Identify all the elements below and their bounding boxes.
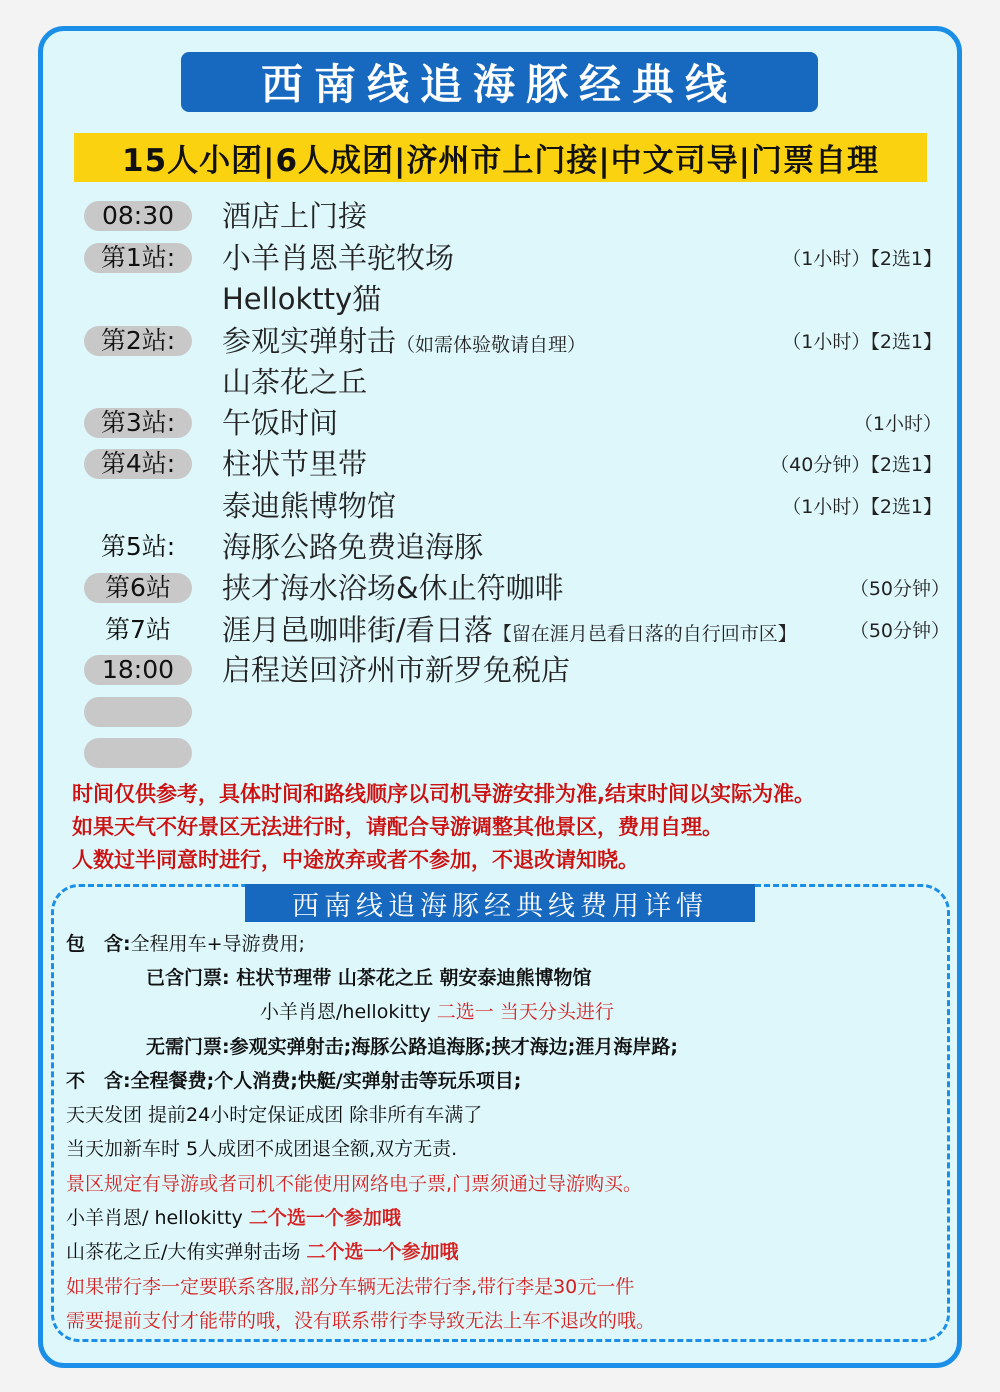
place-name: Helloktty猫 [222, 282, 382, 316]
choice-line: 山茶花之丘/大侑实弹射击场 二个选一个参加哦 [66, 1241, 459, 1263]
place-note: （如需体验敬请自理） [396, 334, 587, 356]
place-name: 海豚公路免费追海豚 [222, 530, 484, 564]
new-car-line: 当天加新车时 5人成团不成团退全额,双方无责. [66, 1138, 458, 1160]
notes-section [72, 778, 972, 877]
stop-badge: 第3站: [84, 408, 192, 438]
luggage-line: 需要提前支付才能带的哦，没有联系带行李导致无法上车不退改的哦。 [66, 1310, 656, 1332]
duration-label: （40分钟）【2选1】 [770, 454, 942, 476]
time-badge: 18:00 [84, 655, 192, 685]
place-name: 启程送回济州市新罗免税店 [222, 653, 571, 687]
stop-badge: 第1站: [84, 243, 192, 273]
note-line: 人数过半同意时进行，中途放弃或者不参加，不退改请知晓。 [72, 848, 639, 872]
tour-tags: 15人小团|6人成团|济州市上门接|中文司导|门票自理 [74, 133, 927, 182]
itinerary-row [0, 735, 1000, 775]
place-name: 参观实弹射击（如需体验敬请自理） [222, 324, 587, 358]
place-name: 涯月邑咖啡街/看日落【留在涯月邑看日落的自行回市区】 [222, 613, 797, 647]
itinerary-row [0, 405, 1000, 445]
place-name: 柱状节里带 [222, 447, 368, 481]
include-line: 包 含:全程用车+导游费用; [66, 933, 305, 955]
page-title: 西南线追海豚经典线 [181, 52, 818, 112]
tickets-line-2: 小羊肖恩/hellokitty 二选一 当天分头进行 [260, 1001, 614, 1023]
itinerary-row [0, 446, 1000, 486]
exclude-line: 不 含:全程餐费;个人消费;快艇/实弹射击等玩乐项目; [66, 1070, 522, 1092]
empty-badge [84, 697, 192, 727]
duration-label: （1小时）【2选1】 [782, 331, 942, 353]
free-tickets-line: 无需门票:参观实弹射击;海豚公路追海豚;挟才海边;涯月海岸路; [146, 1036, 679, 1058]
place-name: 山茶花之丘 [222, 365, 368, 399]
itinerary-row [0, 488, 1000, 528]
luggage-line: 如果带行李一定要联系客服,部分车辆无法带行李,带行李是30元一件 [66, 1276, 635, 1298]
itinerary-row [0, 281, 1000, 321]
duration-label: （50分钟） [849, 620, 950, 642]
fee-title: 西南线追海豚经典线费用详情 [245, 884, 755, 922]
place-name: 泰迪熊博物馆 [222, 489, 397, 523]
itinerary-row [0, 529, 1000, 569]
note-line: 如果天气不好景区无法进行时，请配合导游调整其他景区，费用自理。 [72, 815, 723, 839]
itinerary-row [0, 612, 1000, 652]
itinerary-row [0, 323, 1000, 363]
daily-departure-line: 天天发团 提前24小时定保证成团 除非所有车满了 [66, 1104, 483, 1126]
stop-badge: 第5站: [100, 532, 176, 561]
itinerary-row [0, 240, 1000, 280]
itinerary-row [0, 652, 1000, 692]
tickets-line: 已含门票: 柱状节理带 山茶花之丘 朝安泰迪熊博物馆 [146, 967, 592, 989]
duration-label: （1小时） [853, 413, 942, 435]
duration-label: （50分钟） [849, 578, 950, 600]
place-name: 挟才海水浴场&休止符咖啡 [222, 571, 564, 605]
time-badge: 08:30 [84, 201, 192, 231]
note-line: 时间仅供参考，具体时间和路线顺序以司机导游安排为准,结束时间以实际为准。 [72, 782, 815, 806]
duration-label: （1小时）【2选1】 [782, 496, 942, 518]
stop-badge: 第4站: [84, 449, 192, 479]
place-name: 酒店上门接 [222, 199, 368, 233]
ticket-rule-line: 景区规定有导游或者司机不能使用网络电子票,门票须通过导游购买。 [66, 1173, 643, 1195]
itinerary-row [0, 198, 1000, 238]
stop-badge: 第2站: [84, 326, 192, 356]
stop-badge: 第6站 [84, 573, 192, 603]
stop-badge: 第7站 [105, 615, 171, 644]
choice-line: 小羊肖恩/ hellokitty 二个选一个参加哦 [66, 1207, 401, 1229]
empty-badge [84, 738, 192, 768]
place-name: 午饭时间 [222, 406, 339, 440]
itinerary-row [0, 570, 1000, 610]
itinerary-row [0, 364, 1000, 404]
place-name: 小羊肖恩羊驼牧场 [222, 241, 455, 275]
place-note: 【留在涯月邑看日落的自行回市区】 [492, 623, 797, 645]
duration-label: （1小时）【2选1】 [782, 248, 942, 270]
itinerary-row [0, 694, 1000, 734]
